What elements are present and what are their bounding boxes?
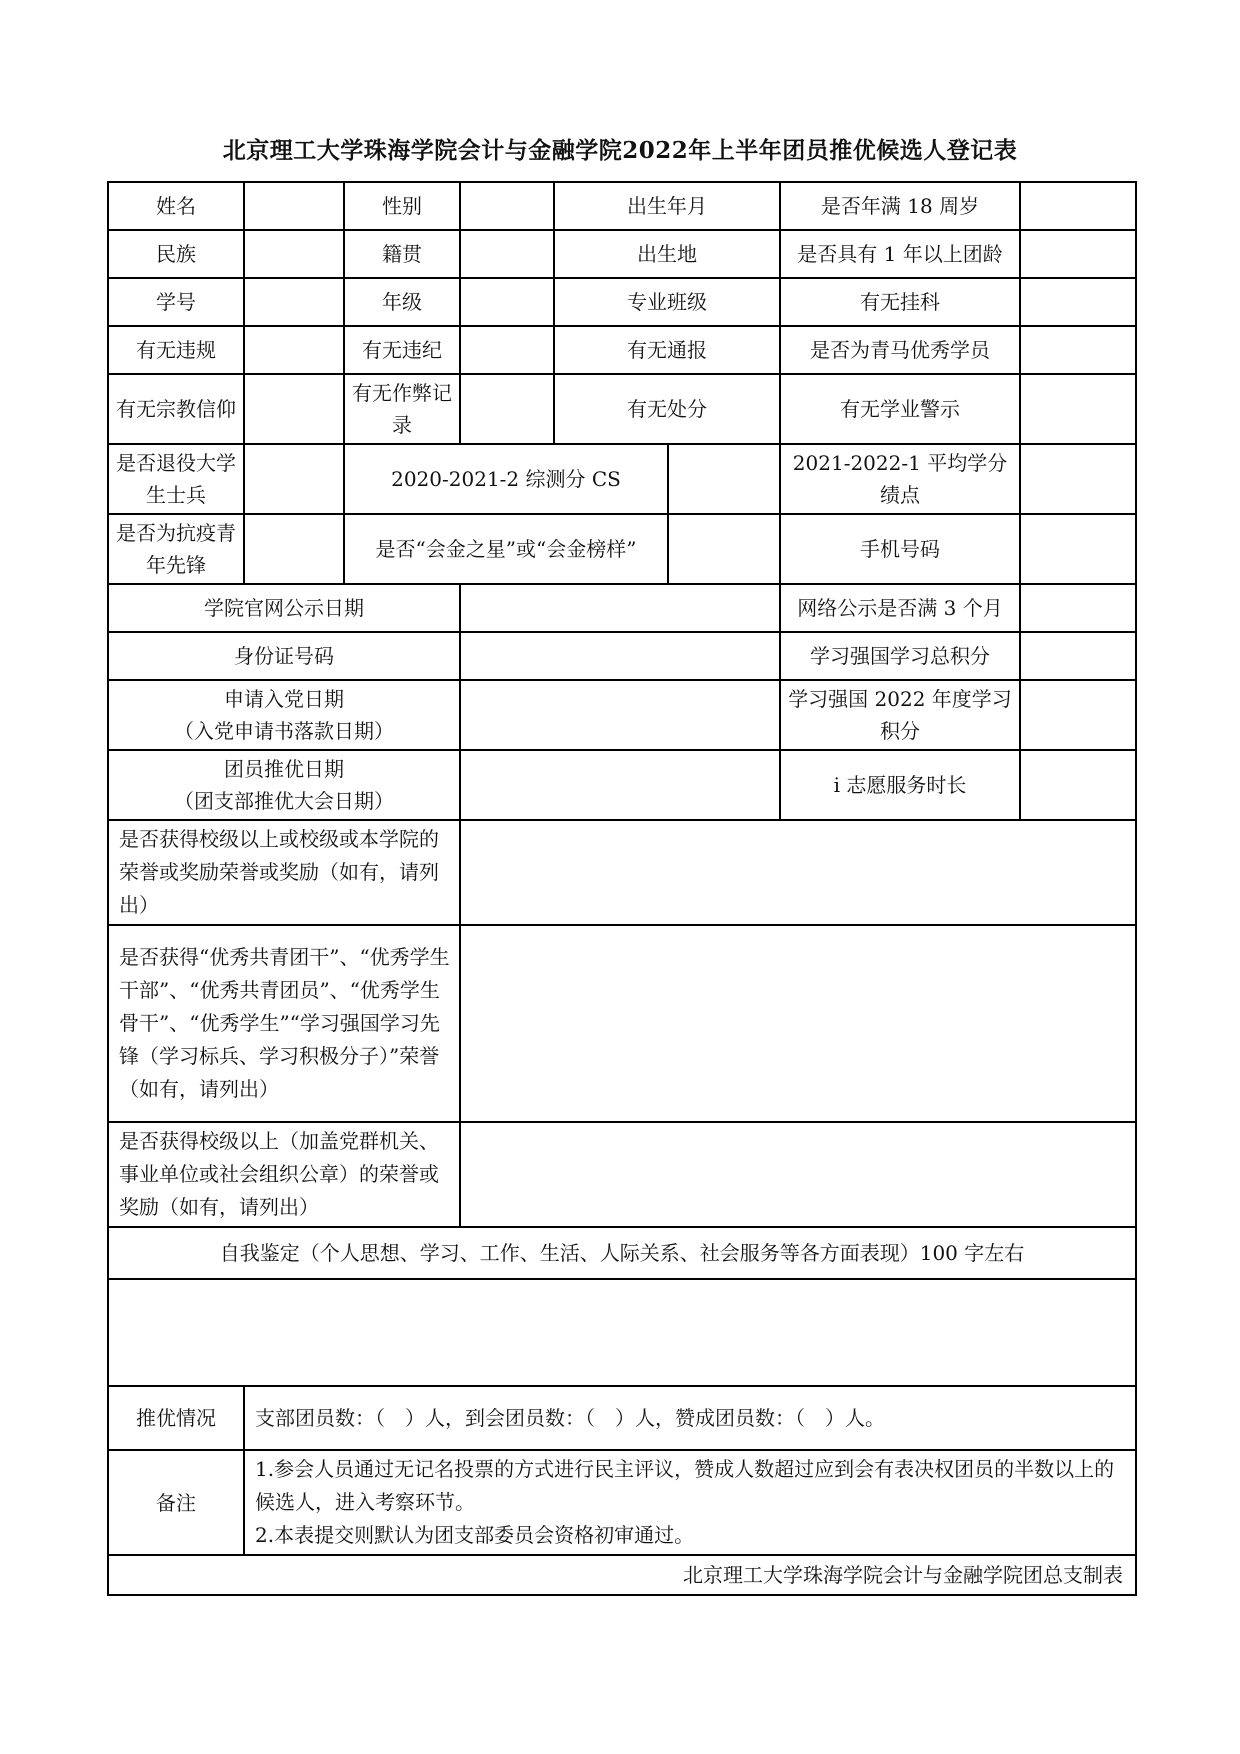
ethnicity-field[interactable] (244, 230, 344, 278)
label-cheating: 有无作弊记录 (344, 374, 460, 444)
label-title-honors: 是否获得“优秀共青团干”、“优秀学生干部”、“优秀共青团员”、“优秀学生骨干”、“优秀学生”“学习强国学习先锋（学习标兵、学习积极分子）”荣誉（如有，请列出） (108, 925, 460, 1122)
academic-warning-field[interactable] (1020, 374, 1136, 444)
age-18-field[interactable] (1020, 182, 1136, 230)
label-notice: 有无通报 (554, 326, 780, 374)
label-self-evaluation: 自我鉴定（个人思想、学习、工作、生活、人际关系、社会服务等各方面表现）100 字左右 (108, 1227, 1136, 1279)
remark-line-1: 1.参会人员通过无记名投票的方式进行民主评议，赞成人数超过应到会有表决权团员的半数以上的候选人，进入考察环节。 (255, 1457, 1115, 1514)
self-evaluation-field[interactable] (108, 1279, 1136, 1386)
label-punishment: 有无处分 (554, 374, 780, 444)
grade-field[interactable] (460, 278, 554, 326)
label-gpa: 2021-2022-1 平均学分绩点 (780, 444, 1020, 514)
label-xuexi-2022: 学习强国 2022 年度学习积分 (780, 680, 1020, 750)
cheating-field[interactable] (460, 374, 554, 444)
discipline-field[interactable] (460, 326, 554, 374)
label-religion: 有无宗教信仰 (108, 374, 244, 444)
label-volunteer-hours: i 志愿服务时长 (780, 750, 1020, 820)
league-age-field[interactable] (1020, 230, 1136, 278)
label-star-model: 是否“会金之星”或“会金榜样” (344, 514, 668, 584)
xuexi-total-field[interactable] (1020, 632, 1136, 680)
label-failed-course: 有无挂科 (780, 278, 1020, 326)
form-footer: 北京理工大学珠海学院会计与金融学院团总支制表 (108, 1555, 1136, 1595)
label-recommend-date (108, 750, 460, 820)
party-application-hint: （入党申请书落款日期） (174, 719, 394, 743)
recommend-date-field[interactable] (460, 750, 780, 820)
label-birthplace: 出生地 (554, 230, 780, 278)
label-violation: 有无违规 (108, 326, 244, 374)
registration-form-table (107, 181, 1137, 1596)
volunteer-hours-field[interactable] (1020, 750, 1136, 820)
party-application-title: 申请入党日期 (224, 687, 344, 711)
religion-field[interactable] (244, 374, 344, 444)
school-honors-field[interactable] (460, 820, 1136, 925)
native-place-field[interactable] (460, 230, 554, 278)
qingma-field[interactable] (1020, 326, 1136, 374)
form-title: 北京理工大学珠海学院会计与金融学院2022年上半年团员推优候选人登记表 (222, 137, 1018, 164)
label-name: 姓名 (108, 182, 244, 230)
label-party-application (108, 680, 460, 750)
label-native-place: 籍贯 (344, 230, 460, 278)
label-remarks: 备注 (108, 1450, 244, 1555)
xuexi-2022-field[interactable] (1020, 680, 1136, 750)
label-id-number: 身份证号码 (108, 632, 460, 680)
title-honors-field[interactable] (460, 925, 1136, 1122)
publicity-date-field[interactable] (460, 584, 780, 632)
label-veteran: 是否退役大学生士兵 (108, 444, 244, 514)
label-league-age: 是否具有 1 年以上团龄 (780, 230, 1020, 278)
label-external-honors: 是否获得校级以上（加盖党群机关、事业单位或社会组织公章）的荣誉或奖励（如有，请列出） (108, 1122, 460, 1227)
recommendation-counts[interactable]: 支部团员数：（ ）人，到会团员数：（ ）人，赞成团员数：（ ）人。 (244, 1386, 1136, 1450)
failed-course-field[interactable] (1020, 278, 1136, 326)
label-cs-score: 2020-2021-2 综测分 CS (344, 444, 668, 514)
gender-field[interactable] (460, 182, 554, 230)
cs-score-field[interactable] (668, 444, 780, 514)
label-phone: 手机号码 (780, 514, 1020, 584)
label-publicity-3-months: 网络公示是否满 3 个月 (780, 584, 1020, 632)
label-student-id: 学号 (108, 278, 244, 326)
label-xuexi-total: 学习强国学习总积分 (780, 632, 1020, 680)
label-age-18: 是否年满 18 周岁 (780, 182, 1020, 230)
remark-line-2: 2.本表提交则默认为团支部委员会资格初审通过。 (255, 1523, 695, 1547)
veteran-field[interactable] (244, 444, 344, 514)
label-publicity-date: 学院官网公示日期 (108, 584, 460, 632)
label-gender: 性别 (344, 182, 460, 230)
remarks-content (244, 1450, 1136, 1555)
phone-field[interactable] (1020, 514, 1136, 584)
label-recommendation: 推优情况 (108, 1386, 244, 1450)
label-academic-warning: 有无学业警示 (780, 374, 1020, 444)
name-field[interactable] (244, 182, 344, 230)
star-model-field[interactable] (668, 514, 780, 584)
party-application-field[interactable] (460, 680, 780, 750)
id-number-field[interactable] (460, 632, 780, 680)
publicity-3-months-field[interactable] (1020, 584, 1136, 632)
recommend-date-hint: （团支部推优大会日期） (174, 789, 394, 813)
student-id-field[interactable] (244, 278, 344, 326)
label-discipline: 有无违纪 (344, 326, 460, 374)
label-anti-epidemic: 是否为抗疫青年先锋 (108, 514, 244, 584)
label-birth-date: 出生年月 (554, 182, 780, 230)
recommend-date-title: 团员推优日期 (224, 757, 344, 781)
violation-field[interactable] (244, 326, 344, 374)
label-school-honors: 是否获得校级以上或校级或本学院的荣誉或奖励荣誉或奖励（如有，请列出） (108, 820, 460, 925)
label-major-class: 专业班级 (554, 278, 780, 326)
external-honors-field[interactable] (460, 1122, 1136, 1227)
label-ethnicity: 民族 (108, 230, 244, 278)
label-qingma: 是否为青马优秀学员 (780, 326, 1020, 374)
label-grade: 年级 (344, 278, 460, 326)
anti-epidemic-field[interactable] (244, 514, 344, 584)
gpa-field[interactable] (1020, 444, 1136, 514)
